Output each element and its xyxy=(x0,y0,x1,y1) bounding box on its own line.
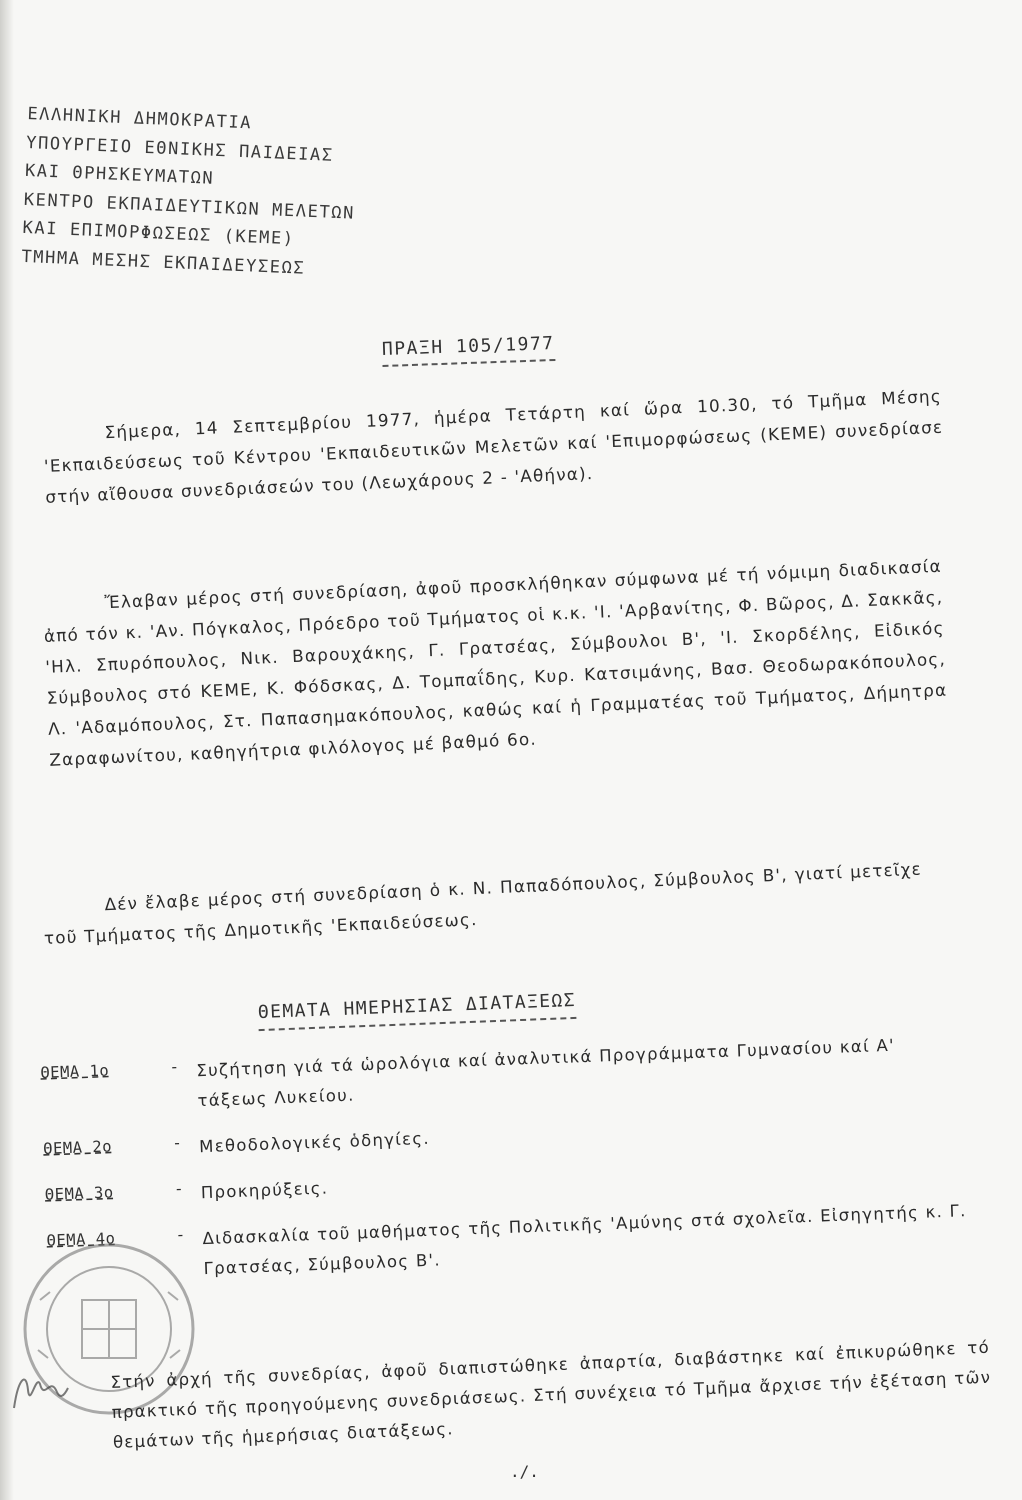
agenda-item-label: ΘΕΜΑ 1ο xyxy=(40,1061,110,1082)
paragraph-attendees xyxy=(42,551,949,776)
agenda-item-label: ΘΕΜΑ 3ο xyxy=(44,1183,114,1204)
page-continuation-mark: ./. xyxy=(510,1462,539,1481)
agenda-item-dash: - xyxy=(171,1132,183,1153)
closing-paragraph: Στήν ἀρχή τῆς συνεδρίας, ἀφοῦ διαπιστώθηκε ἀπαρτία, διαβάστηκε καί ἐπικυρώθηκε τό πρακτικό τῆς προηγούμενης συνεδριάσεως. Στή συνέχεια τό Τμῆμα ἄρχισε τήν ἐξέταση τῶν θεμάτων τῆς ἡμερήσιας διατάξεως. xyxy=(110,1337,992,1452)
agenda-item-text: Συζήτηση γιά τά ὡρολόγια καί ἀναλυτικά Προγράμματα Γυμνασίου καί Α' τάξεως Λυκείου. xyxy=(196,1035,896,1111)
letterhead-line: ΤΜΗΜΑ ΜΕΣΗΣ ΕΚΠΑΙΔΕΥΣΕΩΣ xyxy=(21,246,306,279)
letterhead-line: ΚΕΝΤΡΟ ΕΚΠΑΙΔΕΥΤΙΚΩΝ ΜΕΛΕΤΩΝ xyxy=(23,189,356,224)
agenda-item-dash: - xyxy=(173,1178,184,1199)
paragraph-session-intro xyxy=(42,381,945,513)
paragraph-text: Ἔλαβαν μέρος στή συνεδρίαση, ἀφοῦ προσκλήθηκαν σύμφωνα μέ τή νόμιμη διαδικασία ἀπό τόν κ. 'Αν. Πόγκαλος, Πρόεδρο τοῦ Τμήματος οἱ κ.κ. 'Ι. 'Αρβανίτης, Φ. Βῶρος, Δ. Σακκᾶς, 'Ηλ. Σπυρόπουλος, Νικ. Βαρουχάκης, Γ. Γρατσέας, Σύμβουλοι Β', 'Ι. Σκορδέλης, Εἰδικός Σύμβουλος στό ΚΕΜΕ, Κ. Φόδσκας, Δ. Τομπαΐδης, Κυρ. Κατσιμάνης, Βασ. Θεοδωρακόπουλος, Λ. 'Αδαμόπουλος, Στ. Παπασημακόπουλος, καθώς καί ἡ Γραμματέας τοῦ Τμήματος, Δήμητρα Ζαραφωνίτου, καθηγήτρια φιλόλογος μέ βαθμό 6ο. xyxy=(43,555,948,770)
agenda-heading: ΘΕΜΑΤΑ ΗΜΕΡΗΣΙΑΣ ΔΙΑΤΑΞΕΩΣ xyxy=(258,990,577,1031)
agenda-item-text: Διδασκαλία τοῦ μαθήματος τῆς Πολιτικῆς 'Αμύνης στά σχολεῖα. Εἰσηγητής κ. Γ. Γρατσέας, Σύμβουλος Β'. xyxy=(202,1201,967,1279)
paragraph-text: Σήμερα, 14 Σεπτεμβρίου 1977, ἡμέρα Τετάρτη καί ὥρα 10.30, τό Τμῆμα Μέσης 'Εκπαιδεύσεως τοῦ Κέντρου 'Εκπαιδευτικῶν Μελετῶν καί 'Επιμορφώσεως (ΚΕΜΕ) συνεδρίασε στήν αἴθουσα συνεδριάσεών του (Λεωχάρους 2 - 'Αθήνα). xyxy=(43,385,944,507)
agenda-item-label: ΘΕΜΑ 2ο xyxy=(42,1137,113,1158)
letterhead xyxy=(21,100,448,288)
agenda-item xyxy=(40,1028,972,1122)
agenda-item-dash: - xyxy=(169,1056,180,1077)
agenda-item-text: Προκηρύξεις. xyxy=(200,1178,329,1203)
agenda-item-text: Μεθοδολογικές ὁδηγίες. xyxy=(198,1128,431,1157)
agenda-item-label: ΘΕΜΑ 4ο xyxy=(46,1229,116,1250)
paragraph-absent xyxy=(42,854,924,954)
letterhead-line: ΥΠΟΥΡΓΕΙΟ ΕΘΝΙΚΗΣ ΠΑΙΔΕΙΑΣ xyxy=(25,132,335,166)
letterhead-line: ΕΛΛΗΝΙΚΗ ΔΗΜΟΚΡΑΤΙΑ xyxy=(26,103,253,134)
document-title: ΠΡΑΞΗ 105/1977 xyxy=(382,333,556,367)
agenda-item-dash: - xyxy=(175,1224,186,1245)
handwritten-initials-icon xyxy=(6,1360,76,1420)
paragraph-text: Δέν ἔλαβε μέρος στή συνεδρίαση ὁ κ. Ν. Παπαδόπουλος, Σύμβουλος Β', γιατί μετεῖχε τοῦ Τμήματος τῆς Δημοτικῆς 'Εκπαιδεύσεως. xyxy=(43,858,923,948)
letterhead-line: ΚΑΙ ΘΡΗΣΚΕΥΜΑΤΩΝ xyxy=(24,160,215,189)
letterhead-line: ΚΑΙ ΕΠΙΜΟΡΦΩΣΕΩΣ (ΚΕΜΕ) xyxy=(22,217,296,250)
page-edge-shadow xyxy=(0,0,14,1500)
